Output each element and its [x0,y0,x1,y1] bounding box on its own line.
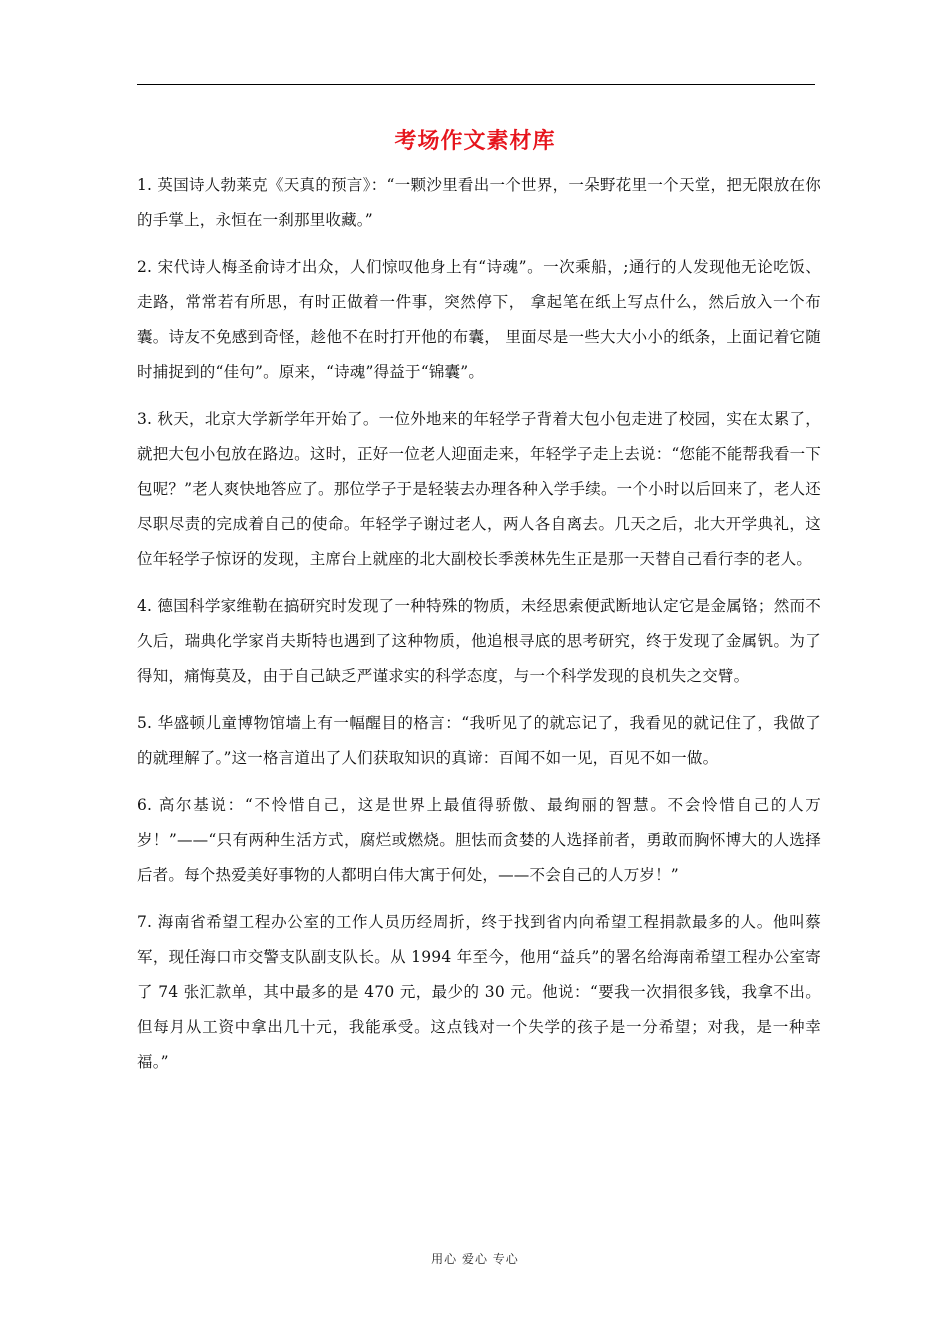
document-title: 考场作文素材库 [394,128,556,154]
paragraph-6: 6. 高尔基说：“不怜惜自己，这是世界上最值得骄傲、最绚丽的智慧。不会怜惜自己的人万岁！”——“只有两种生活方式，腐烂或燃烧。胆怯而贪婪的人选择前者，勇敢而胸怀博大的人选择后者。每个热爱美好事物的人都明白伟大寓于何处，——不会自己的人万岁！” [137,796,821,884]
paragraph-3: 3. 秋天，北京大学新学年开始了。一位外地来的年轻学子背着大包小包走进了校园，实在太累了，就把大包小包放在路边。这时，正好一位老人迎面走来，年轻学子走上去说：“您能不能帮我看一下包呢？”老人爽快地答应了。那位学子于是轻装去办理各种入学手续。一个小时以后回来了，老人还尽职尽责的完成着自己的使命。年轻学子谢过老人，两人各自离去。几天之后，北大开学典礼，这位年轻学子惊讶的发现，主席台上就座的北大副校长季羡林先生正是那一天替自己看行李的老人。 [137,410,821,568]
paragraph-7: 7. 海南省希望工程办公室的工作人员历经周折，终于找到省内向希望工程捐款最多的人。他叫蔡军，现任海口市交警支队副支队长。从 1994 年至今，他用“益兵”的署名给海南希望工程办公室寄了 74 张汇款单，其中最多的是 470 元，最少的 30 元。他说：“要我一次捐很多钱，我拿不出。但每月从工资中拿出几十元，我能承受。这点钱对一个失学的孩子是一分希望；对我，是一种幸福。” [137,913,821,1071]
page-footer: 用心 爱心 专心 [431,1252,519,1266]
document-body [137,168,821,1092]
paragraph-4: 4. 德国科学家维勒在搞研究时发现了一种特殊的物质，未经思索便武断地认定它是金属铬；然而不久后，瑞典化学家肖夫斯特也遇到了这种物质，他追根寻底的思考研究，终于发现了金属钒。为了得知，痛悔莫及，由于自己缺乏严谨求实的科学态度，与一个科学发现的良机失之交臂。 [137,597,821,685]
paragraph-2: 2. 宋代诗人梅圣俞诗才出众，人们惊叹他身上有“诗魂”。一次乘船，;通行的人发现他无论吃饭、走路，常常若有所思，有时正做着一件事，突然停下， 拿起笔在纸上写点什么，然后放入一个布囊。诗友不免感到奇怪，趁他不在时打开他的布囊， 里面尽是一些大大小小的纸条，上面记着它随时捕捉到的“佳句”。原来，“诗魂”得益于“锦囊”。 [137,258,821,381]
paragraph-1: 1. 英国诗人勃莱克《天真的预言》：“一颗沙里看出一个世界，一朵野花里一个天堂，把无限放在你的手掌上，永恒在一刹那里收藏。” [137,176,821,229]
paragraph-5: 5. 华盛顿儿童博物馆墙上有一幅醒目的格言：“我听见了的就忘记了，我看见的就记住了，我做了的就理解了。”这一格言道出了人们获取知识的真谛：百闻不如一见，百见不如一做。 [137,714,821,767]
header-rule [137,84,815,85]
